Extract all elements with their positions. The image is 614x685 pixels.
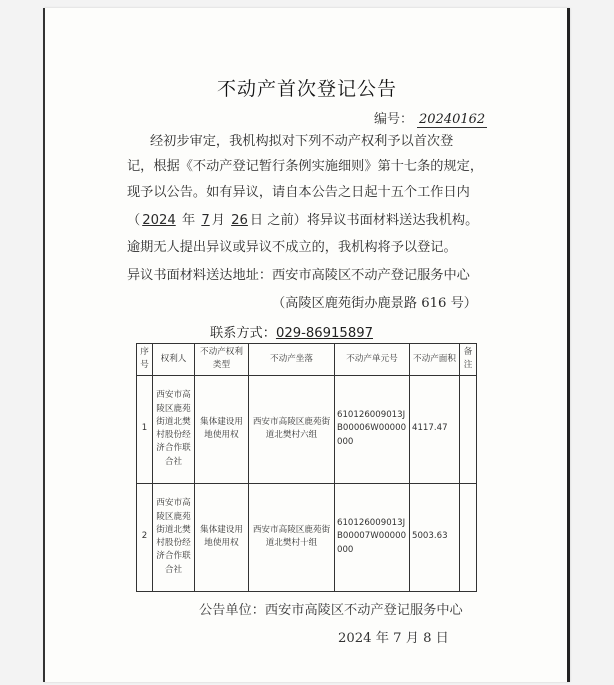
cell-location: 西安市高陵区鹿苑街道北樊村六组 (249, 375, 335, 483)
page-right-edge (567, 8, 570, 682)
col-header-right-type: 不动产权利类型 (195, 344, 249, 376)
col-header-unit-number: 不动产单元号 (335, 344, 410, 376)
cell-area: 5003.63 (410, 483, 460, 591)
table-row (137, 375, 477, 483)
cell-right-type: 集体建设用地使用权 (195, 375, 249, 483)
cell-owner: 西安市高陵区鹿苑街道北樊村股份经济合作联合社 (153, 375, 195, 483)
cell-unit-number: 610126009013JB00006W00000000 (335, 375, 410, 483)
issue-date: 2024 年 7 月 8 日 (338, 631, 449, 646)
deadline-year: 2024 (142, 213, 176, 228)
cell-remark (460, 483, 477, 591)
body-line-4-rest: 将异议书面材料送达我机构。 (306, 213, 479, 228)
serial-number (374, 108, 487, 127)
cell-remark (460, 375, 477, 483)
day-unit: 日 (249, 213, 264, 228)
cell-owner: 西安市高陵区鹿苑街道北樊村股份经济合作联合社 (153, 483, 195, 591)
paren-open: （ (127, 213, 141, 228)
registration-table (136, 343, 477, 592)
year-unit: 年 (181, 213, 196, 228)
table-row (137, 483, 477, 591)
page-left-edge (43, 8, 45, 682)
cell-right-type: 集体建设用地使用权 (195, 483, 249, 591)
col-header-owner: 权利人 (153, 344, 195, 376)
col-header-index: 序号 (137, 344, 153, 376)
objection-address-detail: （高陵区鹿苑街办鹿景路 616 号） (272, 296, 477, 311)
cell-index: 1 (137, 375, 153, 483)
body-line-1: 经初步审定，我机构拟对下列不动产权利予以首次登 (150, 134, 454, 149)
cell-unit-number: 610126009013JB00007W00000000 (335, 483, 410, 591)
serial-label: 编号： (374, 112, 414, 127)
col-header-location: 不动产坐落 (249, 344, 335, 376)
table-header-row (137, 344, 477, 376)
body-line-4 (127, 209, 478, 228)
contact-phone: 029-86915897 (275, 326, 373, 341)
deadline-month: 7 (201, 213, 210, 228)
month-unit: 月 (211, 213, 225, 228)
cell-area: 4117.47 (410, 375, 460, 483)
objection-address-line: 异议书面材料送达地址：西安市高陵区不动产登记服务中心 (127, 268, 470, 283)
body-line-3: 现予以公告。如有异议，请自本公告之日起十五个工作日内 (127, 185, 470, 200)
col-header-remark: 备注 (460, 344, 477, 376)
issuing-organization: 公告单位：西安市高陵区不动产登记服务中心 (199, 603, 463, 618)
deadline-day: 26 (231, 213, 248, 228)
body-line-5: 逾期无人提出异议或异议不成立的，我机构将予以登记。 (127, 240, 457, 255)
cell-location: 西安市高陵区鹿苑街道北樊村十组 (249, 483, 335, 591)
page-title: 不动产首次登记公告 (216, 78, 397, 100)
contact-label: 联系方式： (210, 326, 276, 341)
contact-info (210, 322, 373, 341)
col-header-area: 不动产面积 (410, 344, 460, 376)
cell-index: 2 (137, 483, 153, 591)
body-line-2: 记，根据《不动产登记暂行条例实施细则》第十七条的规定， (127, 159, 484, 174)
before-text: 之前） (267, 213, 307, 228)
serial-value: 20240162 (419, 112, 486, 127)
